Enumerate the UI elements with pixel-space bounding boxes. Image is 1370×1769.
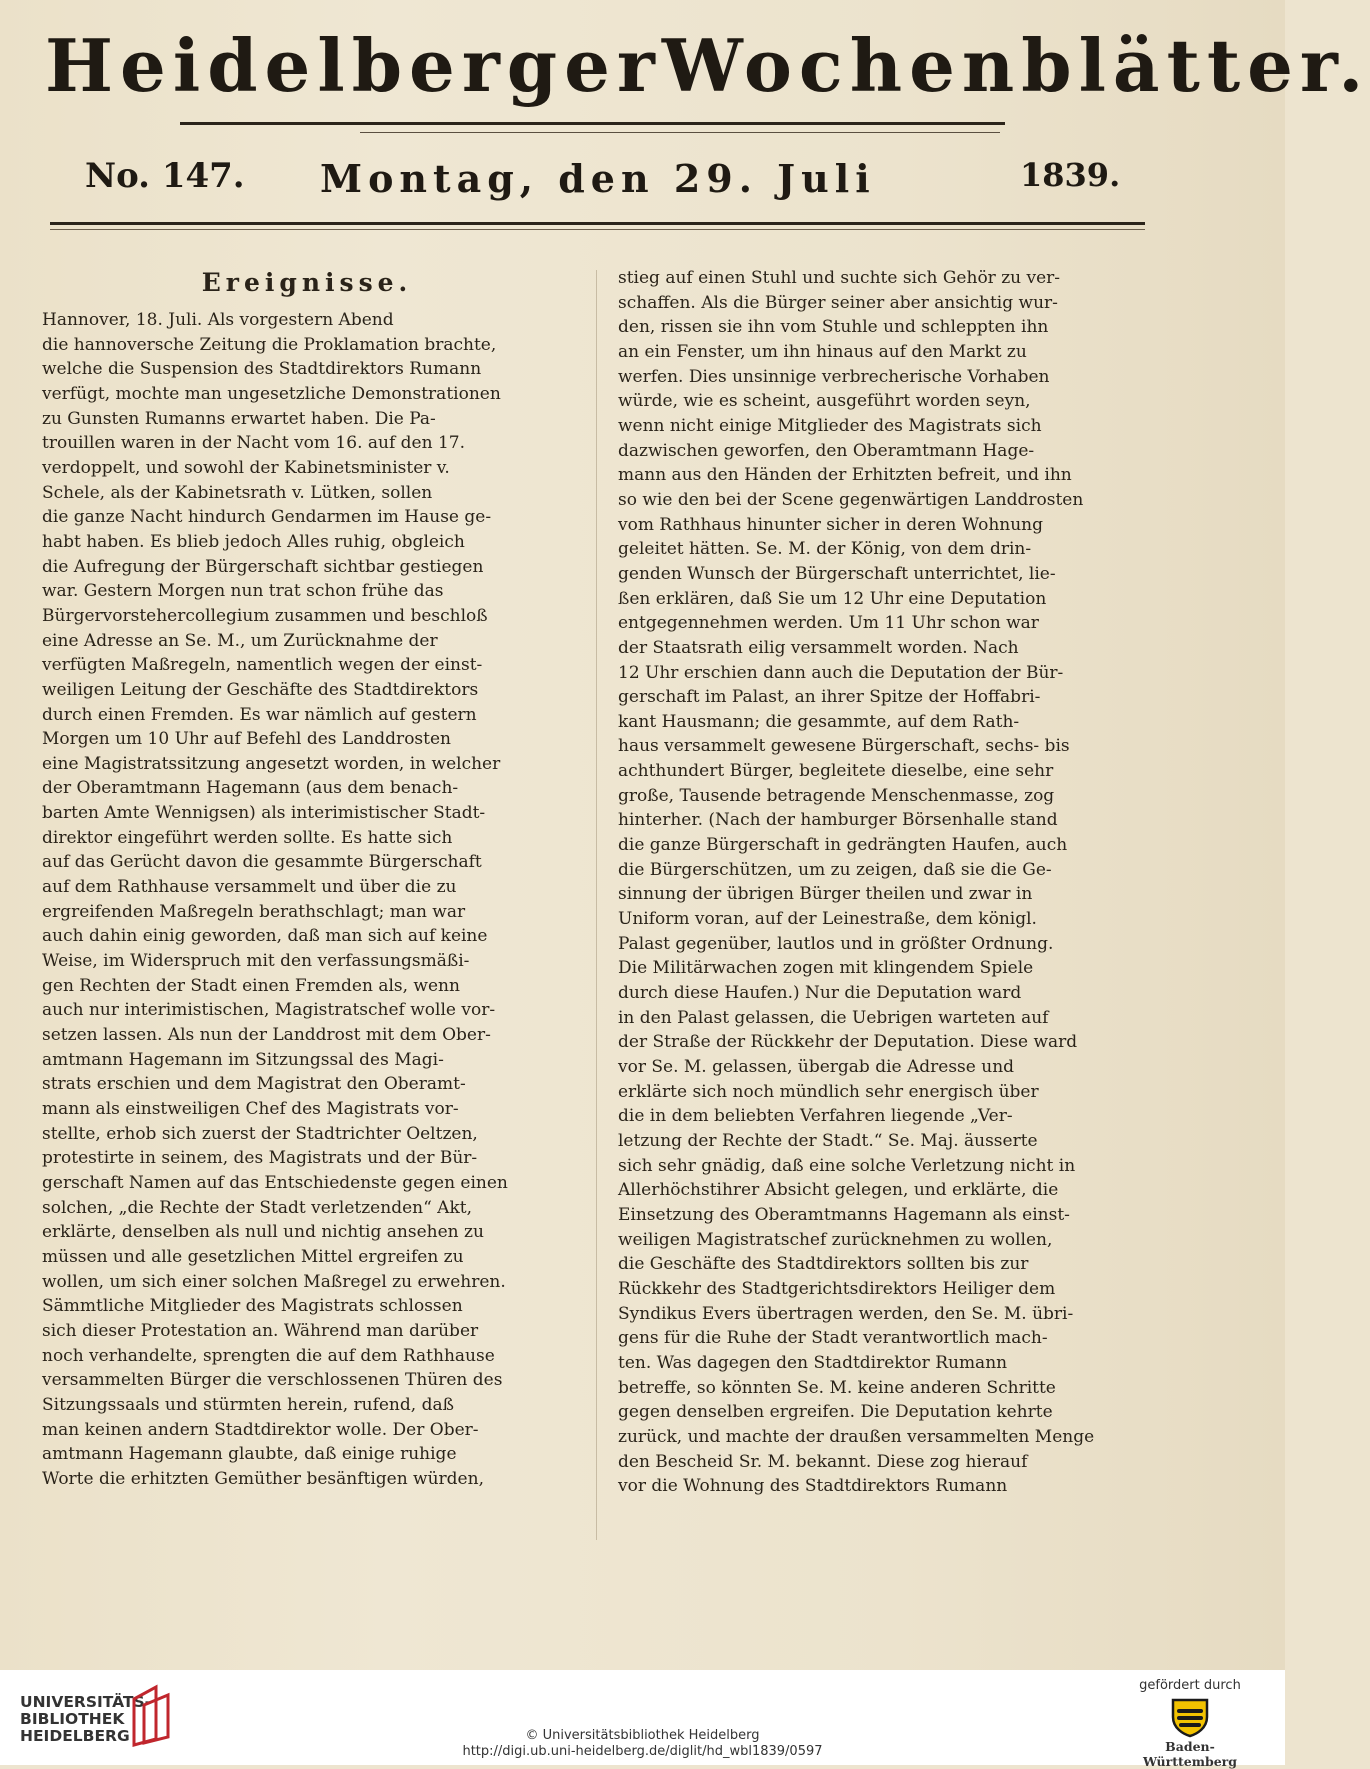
article-text-right: stieg auf einen Stuhl und suchte sich Gehör zu ver- schaffen. Als die Bürger seiner aber ansichtig wur- den, rissen sie ihn vom Stuhle und schleppten ihn an ein Fenster, um ihn hinaus auf den Markt zu werfen. Dies unsinnige verbrecherische Vorhaben würde, wie es scheint, ausgeführt worden seyn, wenn nicht einige Mitglieder des Magistrats sich dazwischen geworfen, den Oberamtmann Hage- mann aus den Händen der Erhitzten befreit, und ihn so wie den bei der Scene gegenwärtigen Landdrosten vom Rathhaus hinunter sicher in deren Wohnung geleitet hätten. Se. M. der König, von dem drin- genden Wunsch der Bürgerschaft unterrichtet, lie- ßen erklären, daß Sie um 12 Uhr eine Deputation entgegennehmen werden. Um 11 Uhr schon war der Staatsrath eilig versammelt worden. Nach 12 Uhr erschien dann auch die Deputation der Bür- gerschaft im Palast, an ihrer Spitze der Hoffabri- kant Hausmann; die gesammte, auf dem Rath- haus versammelt gewesene Bürgerschaft, sechs- bis achthundert Bürger, begleitete dieselbe, eine sehr große, Tausende betragende Menschenmasse, zog hinterher. (Nach der hamburger Börsenhalle stand die ganze Bürgerschaft in gedrängten Haufen, auch die Bürgerschützen, um zu zeigen, daß sie die Ge- sinnung der übrigen Bürger theilen und zwar in Uniform voran, auf der Leinestraße, dem königl. Palast gegenüber, lautlos und in größter Ordnung. Die Militärwachen zogen mit klingendem Spiele durch diese Haufen.) Nur die Deputation ward in den Palast gelassen, die Uebrigen warteten auf der Straße der Rückkehr der Deputation. Diese ward vor Se. M. gelassen, übergab die Adresse und erklärte sich noch mündlich sehr energisch über die in dem beliebten Verfahren liegende „Ver- letzung der Rechte der Stadt.“ Se. Maj. äusserte sich sehr gnädig, daß eine solche Verletzung nicht in Allerhöchstihrer Absicht gelegen, und erklärte, die Einsetzung des Oberamtmanns Hagemann als einst- weiligen Magistratschef zurücknehmen zu wollen, die Geschäfte des Stadtdirektors sollten bis zur Rückkehr des Stadtgerichtsdirektors Heiliger dem Syndikus Evers übertragen werden, den Se. M. übri- gens für die Ruhe der Stadt verantwortlich mach- ten. Was dagegen den Stadtdirektor Rumann betreffe, so könnten Se. M. keine anderen Schritte gegen denselben ergreifen. Die Deputation kehrte zurück, und machte der draußen versammelten Menge den Bescheid Sr. M. bekannt. Diese zog hierauf vor die Wohnung des Stadtdirektors Rumann [618, 268, 1095, 1497]
masthead-title-right: Wochenblätter. [661, 22, 1370, 108]
column-left [42, 268, 572, 1492]
section-title: Ereignisse. [201, 268, 413, 297]
state-coat-of-arms-icon [1169, 1697, 1211, 1737]
dateline-thin-rule [50, 229, 1145, 230]
masthead-thin-rule [360, 132, 1000, 133]
copyright-notice: © Universitätsbibliothek Heidelberg [525, 1728, 760, 1743]
dateline [50, 150, 1130, 210]
issue-number: No. 147. [85, 156, 245, 196]
column-right [618, 266, 1148, 1499]
masthead [45, 20, 1370, 110]
sponsor-block [1120, 1678, 1260, 1769]
sponsor-name: Baden-Württemberg [1143, 1739, 1237, 1769]
sponsor-label: gefördert durch [1139, 1678, 1241, 1693]
issue-date: Montag, den 29. Juli [320, 156, 876, 201]
viewer-footer [0, 1670, 1285, 1769]
article-text-left: Hannover, 18. Juli. Als vorgestern Abend die hannoversche Zeitung die Proklamation brachte, welche die Suspension des Stadtdirektors Rumann verfügt, mochte man ungesetzliche Demonstrationen zu Gunsten Rumanns erwartet haben. Die Pa- trouillen waren in der Nacht vom 16. auf den 17. verdoppelt, und sowohl der Kabinetsminister v. Schele, als der Kabinetsrath v. Lütken, sollen die ganze Nacht hindurch Gendarmen im Hause ge- habt haben. Es blieb jedoch Alles ruhig, obgleich die Aufregung der Bürgerschaft sichtbar gestiegen war. Gestern Morgen nun trat schon frühe das Bürgervorstehercollegium zusammen und beschloß eine Adresse an Se. M., um Zurücknahme der verfügten Maßregeln, namentlich wegen der einst- weiligen Leitung der Geschäfte des Stadtdirektors durch einen Fremden. Es war nämlich auf gestern Morgen um 10 Uhr auf Befehl des Landdrosten eine Magistratssitzung angesetzt worden, in welcher der Oberamtmann Hagemann (aus dem benach- barten Amte Wennigsen) als interimistischer Stadt- direktor eingeführt werden sollte. Es hatte sich auf das Gerücht davon die gesammte Bürgerschaft auf dem Rathhause versammelt und über die zu ergreifenden Maßregeln berathschlagt; man war auch dahin einig geworden, daß man sich auf keine Weise, im Widerspruch mit den verfassungsmäßi- gen Rechten der Stadt einen Fremden als, wenn auch nur interimistischen, Magistratschef wolle vor- setzen lassen. Als nun der Landdrost mit dem Ober- amtmann Hagemann im Sitzungssal des Magi- strats erschien und dem Magistrat den Oberamt- mann als einstweiligen Chef des Magistrats vor- stellte, erhob sich zuerst der Stadtrichter Oeltzen, protestirte in seinem, des Magistrats und der Bür- gerschaft Namen auf das Entschiedenste gegen einen solchen, „die Rechte der Stadt verletzenden“ Akt, erklärte, denselben als null und nichtig ansehen zu müssen und alle gesetzlichen Mittel ergreifen zu wollen, um sich einer solchen Maßregel zu erwehren. Sämmtliche Mitglieder des Magistrats schlossen sich dieser Protestation an. Während man darüber noch verhandelte, sprengten die auf dem Rathhause versammelten Bürger die verschlossenen Thüren des Sitzungssaals und stürmten herein, rufend, daß man keinen andern Stadtdirektor wolle. Der Ober- amtmann Hagemann glaubte, daß einige ruhige Worte die erhitzten Gemüther besänftigen würden, [42, 310, 508, 1489]
library-name: UNIVERSITÄTS- BIBLIOTHEK HEIDELBERG [20, 1693, 152, 1745]
masthead-title-left: Heidelberger [45, 22, 662, 108]
column-divider [596, 270, 597, 1540]
copyright-block [0, 1728, 1285, 1760]
issue-year: 1839. [1020, 156, 1121, 194]
permalink-url[interactable]: http://digi.ub.uni-heidelberg.de/diglit/hd_wbl1839/0597 [462, 1744, 823, 1759]
masthead-rule [180, 122, 1005, 125]
dateline-rule [50, 222, 1145, 225]
